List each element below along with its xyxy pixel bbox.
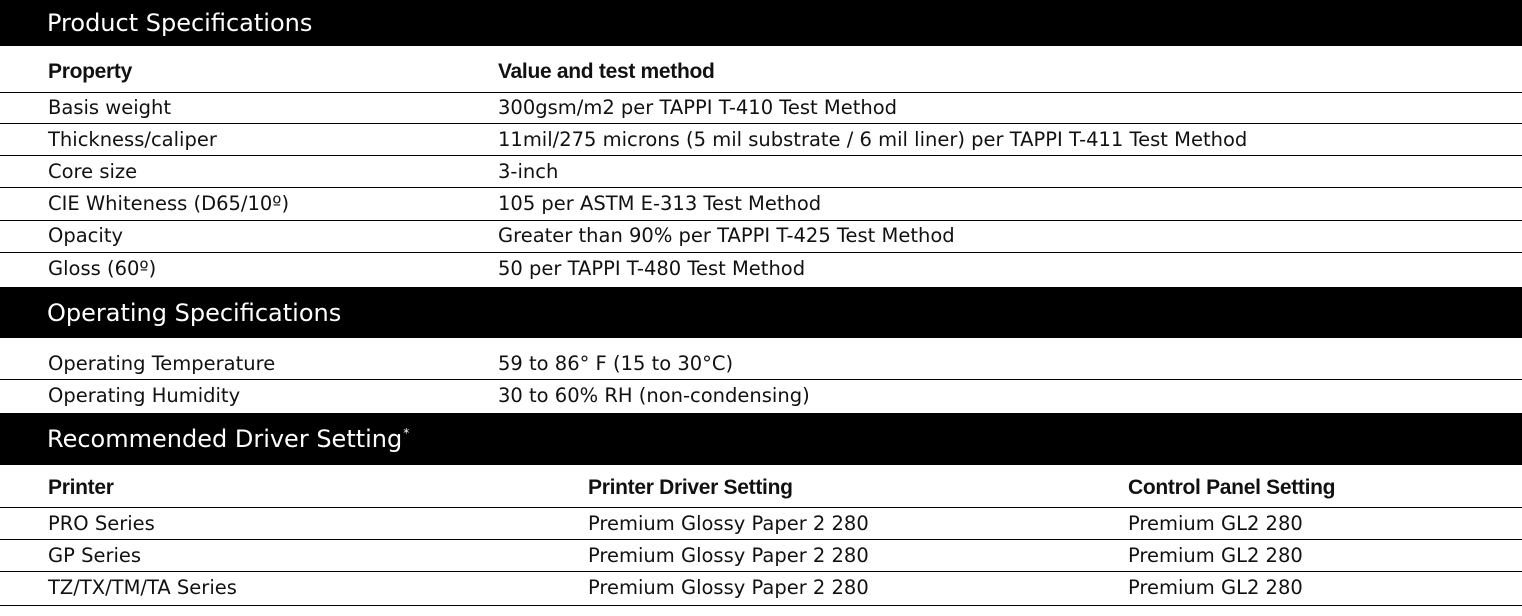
value-cell: Greater than 90% per TAPPI T-425 Test Method	[498, 224, 955, 247]
product-specs-title: Product Specifications	[47, 9, 313, 37]
table-row	[0, 93, 1522, 124]
printer-cell: GP Series	[48, 544, 142, 567]
value-cell: 11mil/275 microns (5 mil substrate / 6 mil liner) per TAPPI T-411 Test Method	[498, 128, 1248, 151]
table-row	[0, 380, 1522, 413]
value-cell: 59 to 86° F (15 to 30°C)	[498, 352, 734, 375]
operating-specs-title: Operating Specifications	[47, 298, 342, 327]
property-cell: Gloss (60º)	[48, 257, 157, 280]
printer-cell: PRO Series	[48, 512, 155, 535]
property-cell: Thickness/caliper	[48, 128, 217, 151]
property-cell: Operating Temperature	[48, 352, 276, 375]
property-cell: Operating Humidity	[48, 384, 241, 407]
driver-settings-header-row	[0, 465, 1522, 508]
panel-setting-cell: Premium GL2 280	[1128, 544, 1303, 567]
printer-cell: TZ/TX/TM/TA Series	[48, 576, 237, 599]
table-row	[0, 540, 1522, 572]
header-printer: Printer	[48, 476, 114, 499]
table-row	[0, 221, 1522, 253]
table-row	[0, 253, 1522, 287]
panel-setting-cell: Premium GL2 280	[1128, 576, 1303, 599]
property-cell: Core size	[48, 160, 138, 183]
value-cell: 105 per ASTM E-313 Test Method	[498, 192, 822, 215]
property-cell: Basis weight	[48, 96, 172, 119]
operating-specs-title-bar	[0, 287, 1522, 338]
value-cell: 50 per TAPPI T-480 Test Method	[498, 257, 806, 280]
table-row	[0, 572, 1522, 606]
table-row	[0, 338, 1522, 380]
panel-setting-cell: Premium GL2 280	[1128, 512, 1303, 535]
header-value: Value and test method	[498, 60, 715, 83]
header-driver-setting: Printer Driver Setting	[588, 476, 793, 499]
driver-setting-cell: Premium Glossy Paper 2 280	[588, 576, 869, 599]
driver-setting-cell: Premium Glossy Paper 2 280	[588, 512, 869, 535]
value-cell: 3-inch	[498, 160, 559, 183]
table-row	[0, 188, 1522, 221]
value-cell: 30 to 60% RH (non-condensing)	[498, 384, 810, 407]
driver-settings-title-bar	[0, 413, 1522, 465]
property-cell: CIE Whiteness (D65/10º)	[48, 192, 290, 215]
table-row	[0, 508, 1522, 540]
driver-setting-cell: Premium Glossy Paper 2 280	[588, 544, 869, 567]
value-cell: 300gsm/m2 per TAPPI T-410 Test Method	[498, 96, 898, 119]
property-cell: Opacity	[48, 224, 124, 247]
product-specs-header-row	[0, 46, 1522, 93]
table-row	[0, 124, 1522, 156]
product-specs-title-bar	[0, 0, 1522, 46]
driver-settings-title: Recommended Driver Setting	[47, 425, 403, 453]
footnote-mark: *	[403, 426, 410, 440]
header-property: Property	[48, 60, 132, 83]
table-row	[0, 156, 1522, 188]
header-panel-setting: Control Panel Setting	[1128, 476, 1336, 499]
